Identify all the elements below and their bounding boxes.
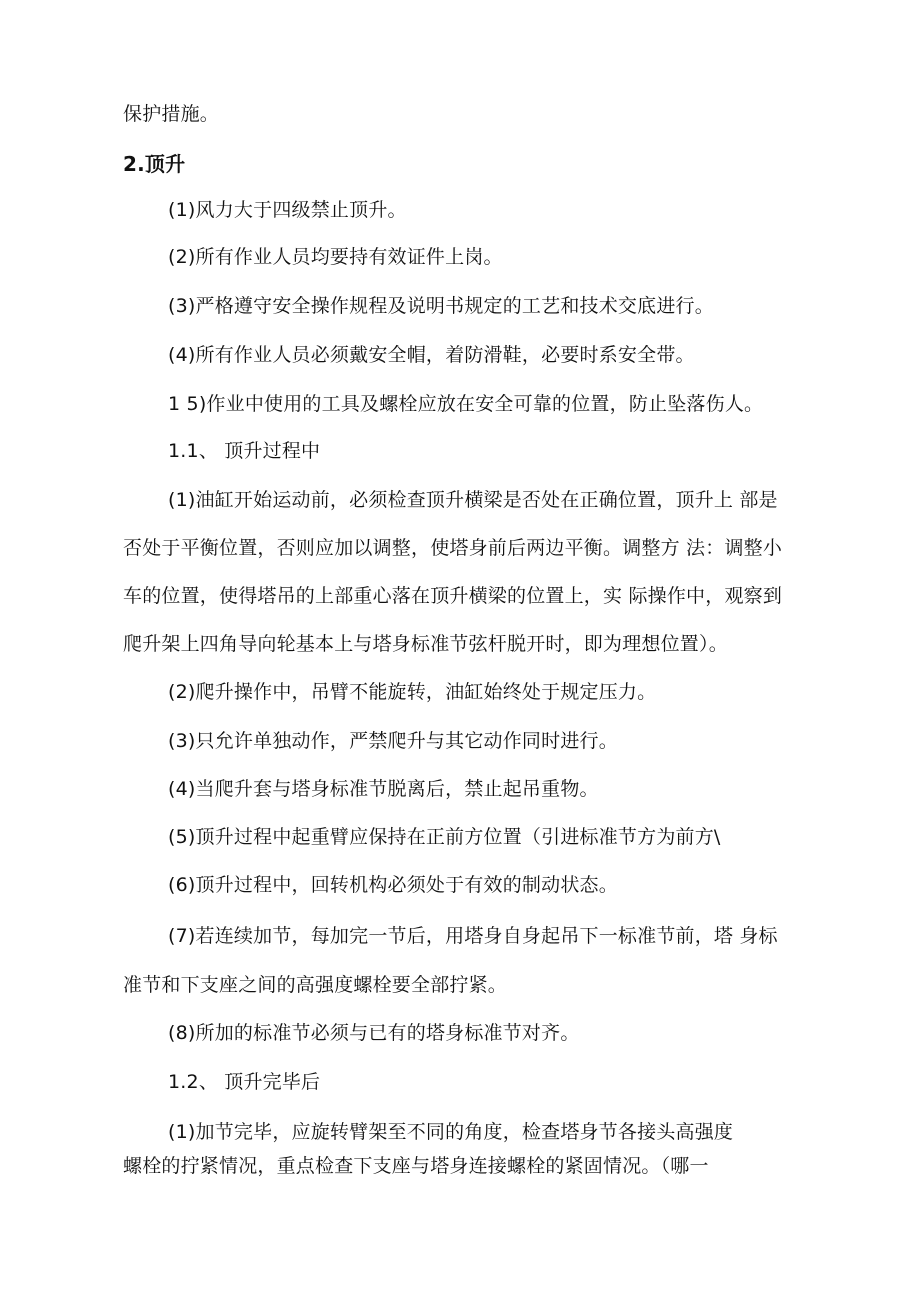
rule-item-during-8: (8)所加的标准节必须与已有的塔身标准节对齐。 <box>168 1022 580 1044</box>
rule-item-during-5: (5)顶升过程中起重臂应保持在正前方位置（引进标准节方为前方\ <box>168 826 721 848</box>
rule-item-during-7: (7)若连续加节，每加完一节后，用塔身自身起吊下一标准节前，塔 身标 <box>168 925 778 947</box>
section-heading-jacking: 2.顶升 <box>123 152 186 176</box>
rule-item-during-6: (6)顶升过程中，回转机构必须处于有效的制动状态。 <box>168 874 618 896</box>
rule-item-3: (3)严格遵守安全操作规程及说明书规定的工艺和技术交底进行。 <box>168 295 714 317</box>
rule-item-5: 1 5)作业中使用的工具及螺栓应放在安全可靠的位置，防止坠落伤人。 <box>168 393 764 415</box>
subsection-heading-during-jacking: 1.1、 顶升过程中 <box>168 440 321 462</box>
rule-item-during-4: (4)当爬升套与塔身标准节脱离后，禁止起吊重物。 <box>168 778 599 800</box>
rule-item-1: (1)风力大于四级禁止顶升。 <box>168 199 407 221</box>
paragraph-line: 准节和下支座之间的高强度螺栓要全部拧紧。 <box>123 974 508 996</box>
rule-item-during-2: (2)爬升操作中，吊臂不能旋转，油缸始终处于规定压力。 <box>168 681 657 703</box>
paragraph-line: 车的位置，使得塔吊的上部重心落在顶升横梁的位置上，实 际操作中，观察到 <box>123 585 783 607</box>
text-line-continuation: 保护措施。 <box>123 103 220 125</box>
rule-item-2: (2)所有作业人员均要持有效证件上岗。 <box>168 246 503 268</box>
paragraph-line: 螺栓的拧紧情况，重点检查下支座与塔身连接螺栓的紧固情况。（哪一 <box>123 1155 709 1177</box>
rule-item-during-3: (3)只允许单独动作，严禁爬升与其它动作同时进行。 <box>168 730 618 752</box>
paragraph-line: (1)油缸开始运动前，必须检查顶升横梁是否处在正确位置，顶升上 部是 <box>168 489 778 511</box>
paragraph-line: 爬升架上四角导向轮基本上与塔身标准节弦杆脱开时，即为理想位置）。 <box>123 633 728 655</box>
rule-item-after-1: (1)加节完毕，应旋转臂架至不同的角度，检查塔身节各接头高强度 <box>168 1121 734 1143</box>
rule-item-4: (4)所有作业人员必须戴安全帽，着防滑鞋，必要时系安全带。 <box>168 344 695 366</box>
paragraph-line: 否处于平衡位置，否则应加以调整，使塔身前后两边平衡。调整方 法：调整小 <box>123 537 783 559</box>
subsection-heading-after-jacking: 1.2、 顶升完毕后 <box>168 1071 321 1093</box>
